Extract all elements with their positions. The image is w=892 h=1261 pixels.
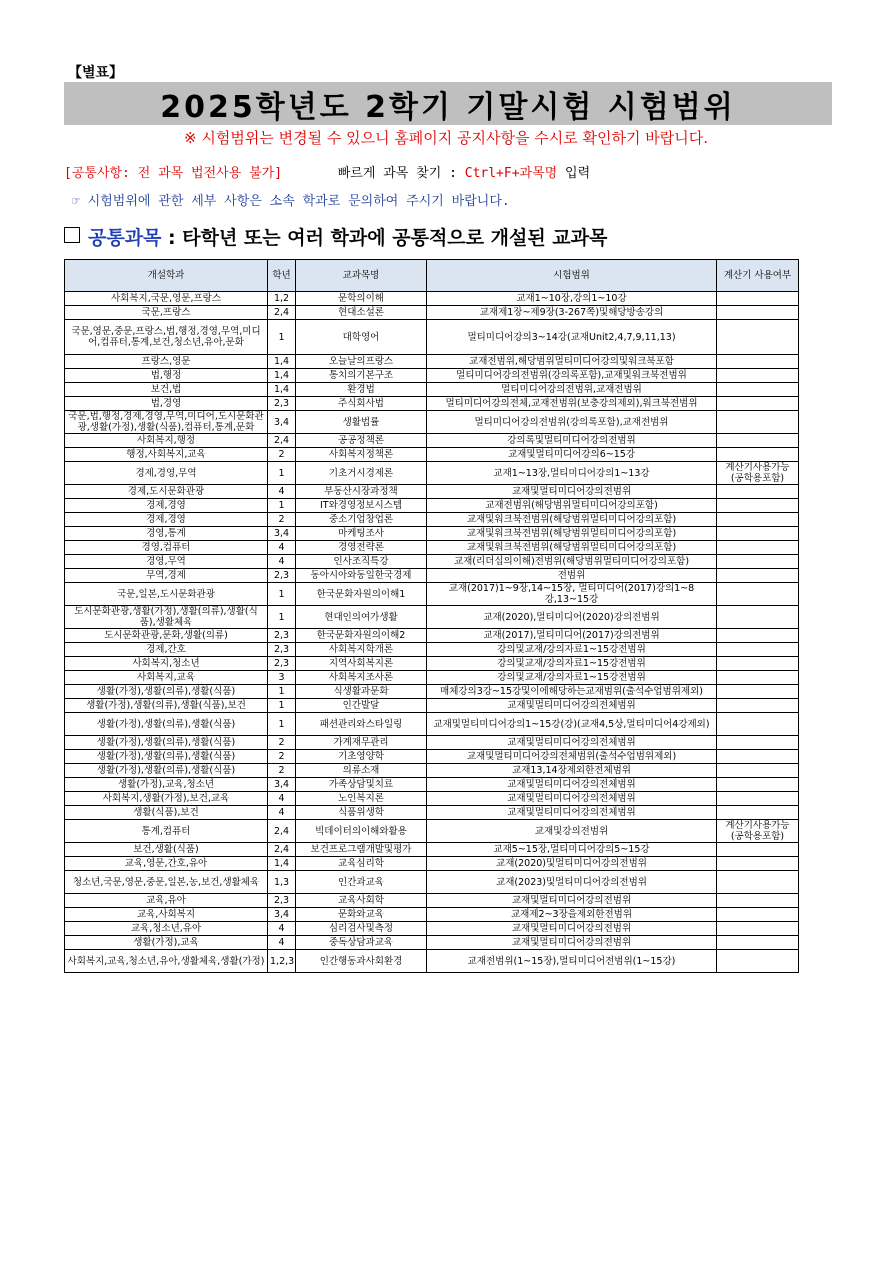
cell-department: 경영,통계 [65,527,268,541]
cell-department: 생활(가정),생활(의류),생활(식품) [65,713,268,736]
cell-grade: 1 [268,713,296,736]
cell-course: 오늘날의프랑스 [296,355,427,369]
cell-range: 멀티미디어강의전범위,교재전범위 [427,383,717,397]
header-course: 교과목명 [296,260,427,292]
cell-course: 동아시아와동일한국경제 [296,569,427,583]
cell-department: 생활(가정),교육,청소년 [65,778,268,792]
cell-calculator [717,736,799,750]
cell-range: 교재및멀티미디어강의전범위 [427,485,717,499]
table-row [65,871,799,894]
cell-range: 교재제1장~제9장(3-267쪽)및해당방송강의 [427,306,717,320]
cell-range: 교재및워크북전범위(해당범위멀티미디어강의포함) [427,513,717,527]
cell-calculator [717,806,799,820]
table-row [65,499,799,513]
cell-course: 주식회사법 [296,397,427,411]
cell-range: 강의록및멀티미디어강의전범위 [427,434,717,448]
cell-department: 프랑스,영문 [65,355,268,369]
cell-calculator [717,485,799,499]
table-row [65,764,799,778]
cell-calculator [717,583,799,606]
cell-grade: 4 [268,936,296,950]
cell-range: 교재(2020),멀티미디어(2020)강의전범위 [427,606,717,629]
page-title: 2025학년도 2학기 기말시험 시험범위 [160,89,736,125]
cell-department: 경제,경영 [65,513,268,527]
cell-range: 교재5~15장,멀티미디어강의5~15강 [427,843,717,857]
table-row [65,555,799,569]
cell-course: 한국문화자원의이해1 [296,583,427,606]
table-row [65,894,799,908]
table-row [65,583,799,606]
cell-grade: 3,4 [268,411,296,434]
cell-course: 문화와교육 [296,908,427,922]
cell-department: 생활(가정),교육 [65,936,268,950]
cell-grade: 3 [268,671,296,685]
cell-course: 기초거시경제론 [296,462,427,485]
cell-calculator [717,434,799,448]
table-row [65,448,799,462]
cell-department: 경제,간호 [65,643,268,657]
header-calculator: 계산기 사용여부 [717,260,799,292]
cell-range: 교재(2017),멀티미디어(2017)강의전범위 [427,629,717,643]
cell-grade: 2,3 [268,657,296,671]
cell-grade: 1 [268,320,296,355]
header-grade: 학년 [268,260,296,292]
table-row [65,569,799,583]
cell-range: 교재및멀티미디어강의1~15강(강)(교재4,5상,멀티미디어4강제외) [427,713,717,736]
cell-department: 보건,생활(식품) [65,843,268,857]
cell-grade: 4 [268,806,296,820]
cell-grade: 4 [268,792,296,806]
shortcut-keys: Ctrl+F+과목명 [464,166,558,181]
cell-course: 문학의이해 [296,292,427,306]
cell-course: 식품위생학 [296,806,427,820]
cell-department: 사회복지,청소년 [65,657,268,671]
cell-range: 교재(2017)1~9장,14~15장, 멀티미디어(2017)강의1~8강,13~15강 [427,583,717,606]
cell-grade: 1,4 [268,369,296,383]
cell-range: 강의및교재/강의자료1~15강전범위 [427,671,717,685]
cell-course: 한국문화자원의이해2 [296,629,427,643]
cell-calculator [717,448,799,462]
cell-range: 교재제2~3장을제외한전범위 [427,908,717,922]
cell-course: 교육심리학 [296,857,427,871]
table-row [65,843,799,857]
cell-course: 중독상담과교육 [296,936,427,950]
cell-course: 식생활과문화 [296,685,427,699]
cell-course: 가족상담및치료 [296,778,427,792]
cell-course: 인간발달 [296,699,427,713]
cell-calculator [717,894,799,908]
cell-range: 교재전범위(해당범위멀티미디어강의포함) [427,499,717,513]
cell-calculator [717,555,799,569]
cell-course: 지역사회복지론 [296,657,427,671]
cell-grade: 2 [268,736,296,750]
cell-department: 교육,영문,간호,유아 [65,857,268,871]
cell-calculator [717,792,799,806]
cell-grade: 2,4 [268,306,296,320]
cell-department: 생활(가정),생활(의류),생활(식품) [65,736,268,750]
section-heading [64,223,607,250]
cell-department: 경제,경영 [65,499,268,513]
cell-calculator [717,699,799,713]
cell-grade: 1,4 [268,355,296,369]
table-row [65,922,799,936]
cell-course: 사회복지정책론 [296,448,427,462]
table-row [65,434,799,448]
cell-course: 인간과교육 [296,871,427,894]
cell-calculator [717,411,799,434]
cell-department: 경제,경영,무역 [65,462,268,485]
cell-course: 인간행동과사회환경 [296,950,427,973]
cell-calculator [717,778,799,792]
table-row [65,541,799,555]
cell-calculator [717,355,799,369]
table-row [65,355,799,369]
cell-range: 멀티미디어강의3~14강(교재Unit2,4,7,9,11,13) [427,320,717,355]
cell-department: 사회복지,교육,청소년,유아,생활체육,생활(가정) [65,950,268,973]
cell-course: 통치의기본구조 [296,369,427,383]
cell-calculator: 계산기사용가능(공학용포함) [717,820,799,843]
cell-department: 청소년,국문,영문,중문,일본,농,보건,생활체육 [65,871,268,894]
cell-department: 국문,법,행정,경제,경영,무역,미디어,도시문화관광,생활(가정),생활(식품),컴퓨터,통계,문화 [65,411,268,434]
cell-calculator [717,843,799,857]
table-row [65,820,799,843]
cell-course: 중소기업창업론 [296,513,427,527]
cell-department: 법,경영 [65,397,268,411]
cell-grade: 1,2 [268,292,296,306]
cell-grade: 2,3 [268,643,296,657]
table-row [65,527,799,541]
cell-course: 마케팅조사 [296,527,427,541]
table-row [65,629,799,643]
cell-department: 행정,사회복지,교육 [65,448,268,462]
cell-range: 멀티미디어강의전범위(강의록포함),교재전범위 [427,411,717,434]
cell-range: 강의및교재/강의자료1~15강전범위 [427,657,717,671]
cell-range: 교재및멀티미디어강의전체범위 [427,792,717,806]
cell-calculator [717,671,799,685]
cell-grade: 1,4 [268,857,296,871]
cell-calculator [717,292,799,306]
inquiry-note: ☞ 시험범위에 관한 세부 사항은 소속 학과로 문의하여 주시기 바랍니다. [72,194,510,209]
table-row [65,513,799,527]
cell-department: 생활(식품),보건 [65,806,268,820]
cell-department: 국문,일본,도시문화관광 [65,583,268,606]
cell-grade: 2,3 [268,894,296,908]
cell-grade: 3,4 [268,778,296,792]
title-banner [64,82,832,125]
cell-calculator [717,541,799,555]
table-row [65,411,799,434]
cell-grade: 1,4 [268,383,296,397]
cell-range: 교재및멀티미디어강의전범위 [427,922,717,936]
cell-course: 사회복지학개론 [296,643,427,657]
cell-course: 현대소설론 [296,306,427,320]
cell-course: 가계재무관리 [296,736,427,750]
cell-course: 경영전략론 [296,541,427,555]
cell-calculator [717,713,799,736]
cell-department: 무역,경제 [65,569,268,583]
cell-calculator [717,606,799,629]
table-row [65,908,799,922]
cell-course: IT와경영정보시스템 [296,499,427,513]
cell-grade: 2 [268,448,296,462]
cell-grade: 4 [268,485,296,499]
cell-range: 교재및멀티미디어강의전체범위 [427,736,717,750]
cell-course: 현대인의여가생활 [296,606,427,629]
cell-grade: 2,4 [268,820,296,843]
cell-course: 생활법률 [296,411,427,434]
table-row [65,699,799,713]
cell-grade: 1 [268,685,296,699]
cell-range: 강의및교재/강의자료1~15강전범위 [427,643,717,657]
cell-calculator [717,922,799,936]
cell-grade: 2 [268,750,296,764]
cell-range: 교재1~10장,강의1~10강 [427,292,717,306]
table-row [65,369,799,383]
cell-calculator [717,643,799,657]
cell-department: 도시문화관광,문화,생활(의류) [65,629,268,643]
table-row [65,936,799,950]
cell-calculator [717,950,799,973]
cell-grade: 2,3 [268,569,296,583]
table-row [65,306,799,320]
cell-calculator [717,629,799,643]
cell-range: 교재1~13장,멀티미디어강의1~13강 [427,462,717,485]
cell-range: 교재및워크북전범위(해당범위멀티미디어강의포함) [427,541,717,555]
cell-department: 국문,프랑스 [65,306,268,320]
cell-calculator [717,657,799,671]
cell-calculator [717,306,799,320]
cell-calculator [717,871,799,894]
cell-department: 생활(가정),생활(의류),생활(식품),보건 [65,699,268,713]
cell-grade: 1 [268,583,296,606]
cell-range: 멀티미디어강의전범위(강의록포함),교재및워크북전범위 [427,369,717,383]
notice-text: ※ 시험범위는 변경될 수 있으니 홈페이지 공지사항을 수시로 확인하기 바랍니다. [184,129,708,147]
cell-calculator [717,750,799,764]
cell-grade: 1,2,3 [268,950,296,973]
common-rule-line [64,162,590,181]
cell-calculator [717,764,799,778]
cell-grade: 2,3 [268,397,296,411]
cell-grade: 4 [268,922,296,936]
header-range: 시험범위 [427,260,717,292]
cell-department: 국문,영문,중문,프랑스,법,행정,경영,무역,미디어,컴퓨터,통계,보건,청소년,유아,문화 [65,320,268,355]
shortcut-prefix: 빠르게 과목 찾기 : [337,166,465,181]
header-department: 개설학과 [65,260,268,292]
table-row [65,950,799,973]
checkbox-square-icon [64,227,80,243]
cell-course: 빅데이터의이해와활용 [296,820,427,843]
cell-course: 대학영어 [296,320,427,355]
cell-department: 보건,법 [65,383,268,397]
cell-grade: 2,3 [268,629,296,643]
cell-department: 경영,무역 [65,555,268,569]
cell-calculator [717,499,799,513]
cell-calculator [717,320,799,355]
table-row [65,462,799,485]
cell-course: 패션관리와스타일링 [296,713,427,736]
cell-range: 교재및멀티미디어강의전범위 [427,936,717,950]
cell-range: 교재(2020)및멀티미디어강의전범위 [427,857,717,871]
table-row [65,792,799,806]
cell-department: 교육,사회복지 [65,908,268,922]
cell-calculator [717,383,799,397]
cell-range: 교재전범위,해당범위멀티미디어강의및워크북포함 [427,355,717,369]
table-row [65,383,799,397]
cell-calculator [717,857,799,871]
shortcut-suffix: 입력 [557,166,591,181]
cell-grade: 4 [268,555,296,569]
cell-grade: 1 [268,606,296,629]
cell-range: 교재및멀티미디어강의전체범위 [427,806,717,820]
cell-calculator [717,527,799,541]
cell-course: 노인복지론 [296,792,427,806]
cell-range: 교재및멀티미디어강의전범위 [427,894,717,908]
cell-range: 교재및멀티미디어강의전체범위 [427,778,717,792]
cell-calculator [717,569,799,583]
cell-department: 생활(가정),생활(의류),생활(식품) [65,685,268,699]
cell-grade: 1 [268,499,296,513]
table-row [65,685,799,699]
table-row [65,657,799,671]
cell-course: 부동산시장과정책 [296,485,427,499]
cell-course: 공공정책론 [296,434,427,448]
common-rule: [공통사항: 전 과목 법전사용 불가] [64,166,283,181]
cell-department: 경제,도시문화관광 [65,485,268,499]
table-row [65,320,799,355]
exam-range-table [64,259,799,973]
table-row [65,750,799,764]
cell-department: 생활(가정),생활(의류),생활(식품) [65,764,268,778]
table-row [65,292,799,306]
table-row [65,606,799,629]
cell-department: 교육,청소년,유아 [65,922,268,936]
cell-grade: 3,4 [268,908,296,922]
cell-course: 보건프로그램개발및평가 [296,843,427,857]
cell-calculator: 계산기사용가능(공학용포함) [717,462,799,485]
cell-calculator [717,908,799,922]
cell-department: 사회복지,생활(가정),보건,교육 [65,792,268,806]
table-row [65,778,799,792]
section-title-main: 공통과목 [88,227,162,249]
cell-course: 사회복지조사론 [296,671,427,685]
cell-course: 의류소재 [296,764,427,778]
table-row [65,857,799,871]
cell-calculator [717,936,799,950]
table-row [65,736,799,750]
table-row [65,806,799,820]
cell-range: 멀티미디어강의전체,교재전범위(보충강의제외),워크북전범위 [427,397,717,411]
cell-course: 환경법 [296,383,427,397]
cell-department: 통계,컴퓨터 [65,820,268,843]
cell-department: 생활(가정),생활(의류),생활(식품) [65,750,268,764]
cell-department: 사회복지,교육 [65,671,268,685]
cell-calculator [717,685,799,699]
cell-grade: 2,4 [268,434,296,448]
cell-course: 심리검사및측정 [296,922,427,936]
cell-calculator [717,369,799,383]
table-row [65,397,799,411]
cell-grade: 4 [268,541,296,555]
cell-range: 매체강의3강~15강및이에해당하는교재범위(출석수업범위제외) [427,685,717,699]
section-title-rest: : 타학년 또는 여러 학과에 공통적으로 개설된 교과목 [161,227,608,249]
table-row [65,671,799,685]
cell-range: 교재및멀티미디어강의6~15강 [427,448,717,462]
cell-department: 법,행정 [65,369,268,383]
attachment-label: 【별표】 [68,65,124,81]
cell-range: 교재및멀티미디어강의전체범위(출석수업범위제외) [427,750,717,764]
table-row [65,643,799,657]
cell-grade: 1 [268,699,296,713]
table-row [65,713,799,736]
cell-department: 사회복지,행정 [65,434,268,448]
cell-range: 교재(2023)및멀티미디어강의전범위 [427,871,717,894]
cell-range: 교재(리더십의이해)전범위(해당범위멀티미디어강의포함) [427,555,717,569]
cell-grade: 2 [268,764,296,778]
cell-course: 인사조직특강 [296,555,427,569]
table-header-row [65,260,799,292]
cell-grade: 2 [268,513,296,527]
cell-course: 기초영양학 [296,750,427,764]
cell-range: 교재전범위(1~15장),멀티미디어전범위(1~15강) [427,950,717,973]
cell-calculator [717,513,799,527]
cell-department: 교육,유아 [65,894,268,908]
cell-department: 사회복지,국문,영문,프랑스 [65,292,268,306]
cell-grade: 1,3 [268,871,296,894]
cell-range: 교재13,14장제외한전체범위 [427,764,717,778]
cell-range: 교재및멀티미디어강의전체범위 [427,699,717,713]
cell-department: 도시문화관광,생활(가정),생활(의류),생활(식품),생활체육 [65,606,268,629]
cell-department: 경영,컴퓨터 [65,541,268,555]
cell-grade: 3,4 [268,527,296,541]
table-row [65,485,799,499]
cell-range: 전범위 [427,569,717,583]
cell-course: 교육사회학 [296,894,427,908]
cell-range: 교재및워크북전범위(해당범위멀티미디어강의포함) [427,527,717,541]
cell-range: 교재및강의전범위 [427,820,717,843]
cell-calculator [717,397,799,411]
cell-grade: 2,4 [268,843,296,857]
cell-grade: 1 [268,462,296,485]
